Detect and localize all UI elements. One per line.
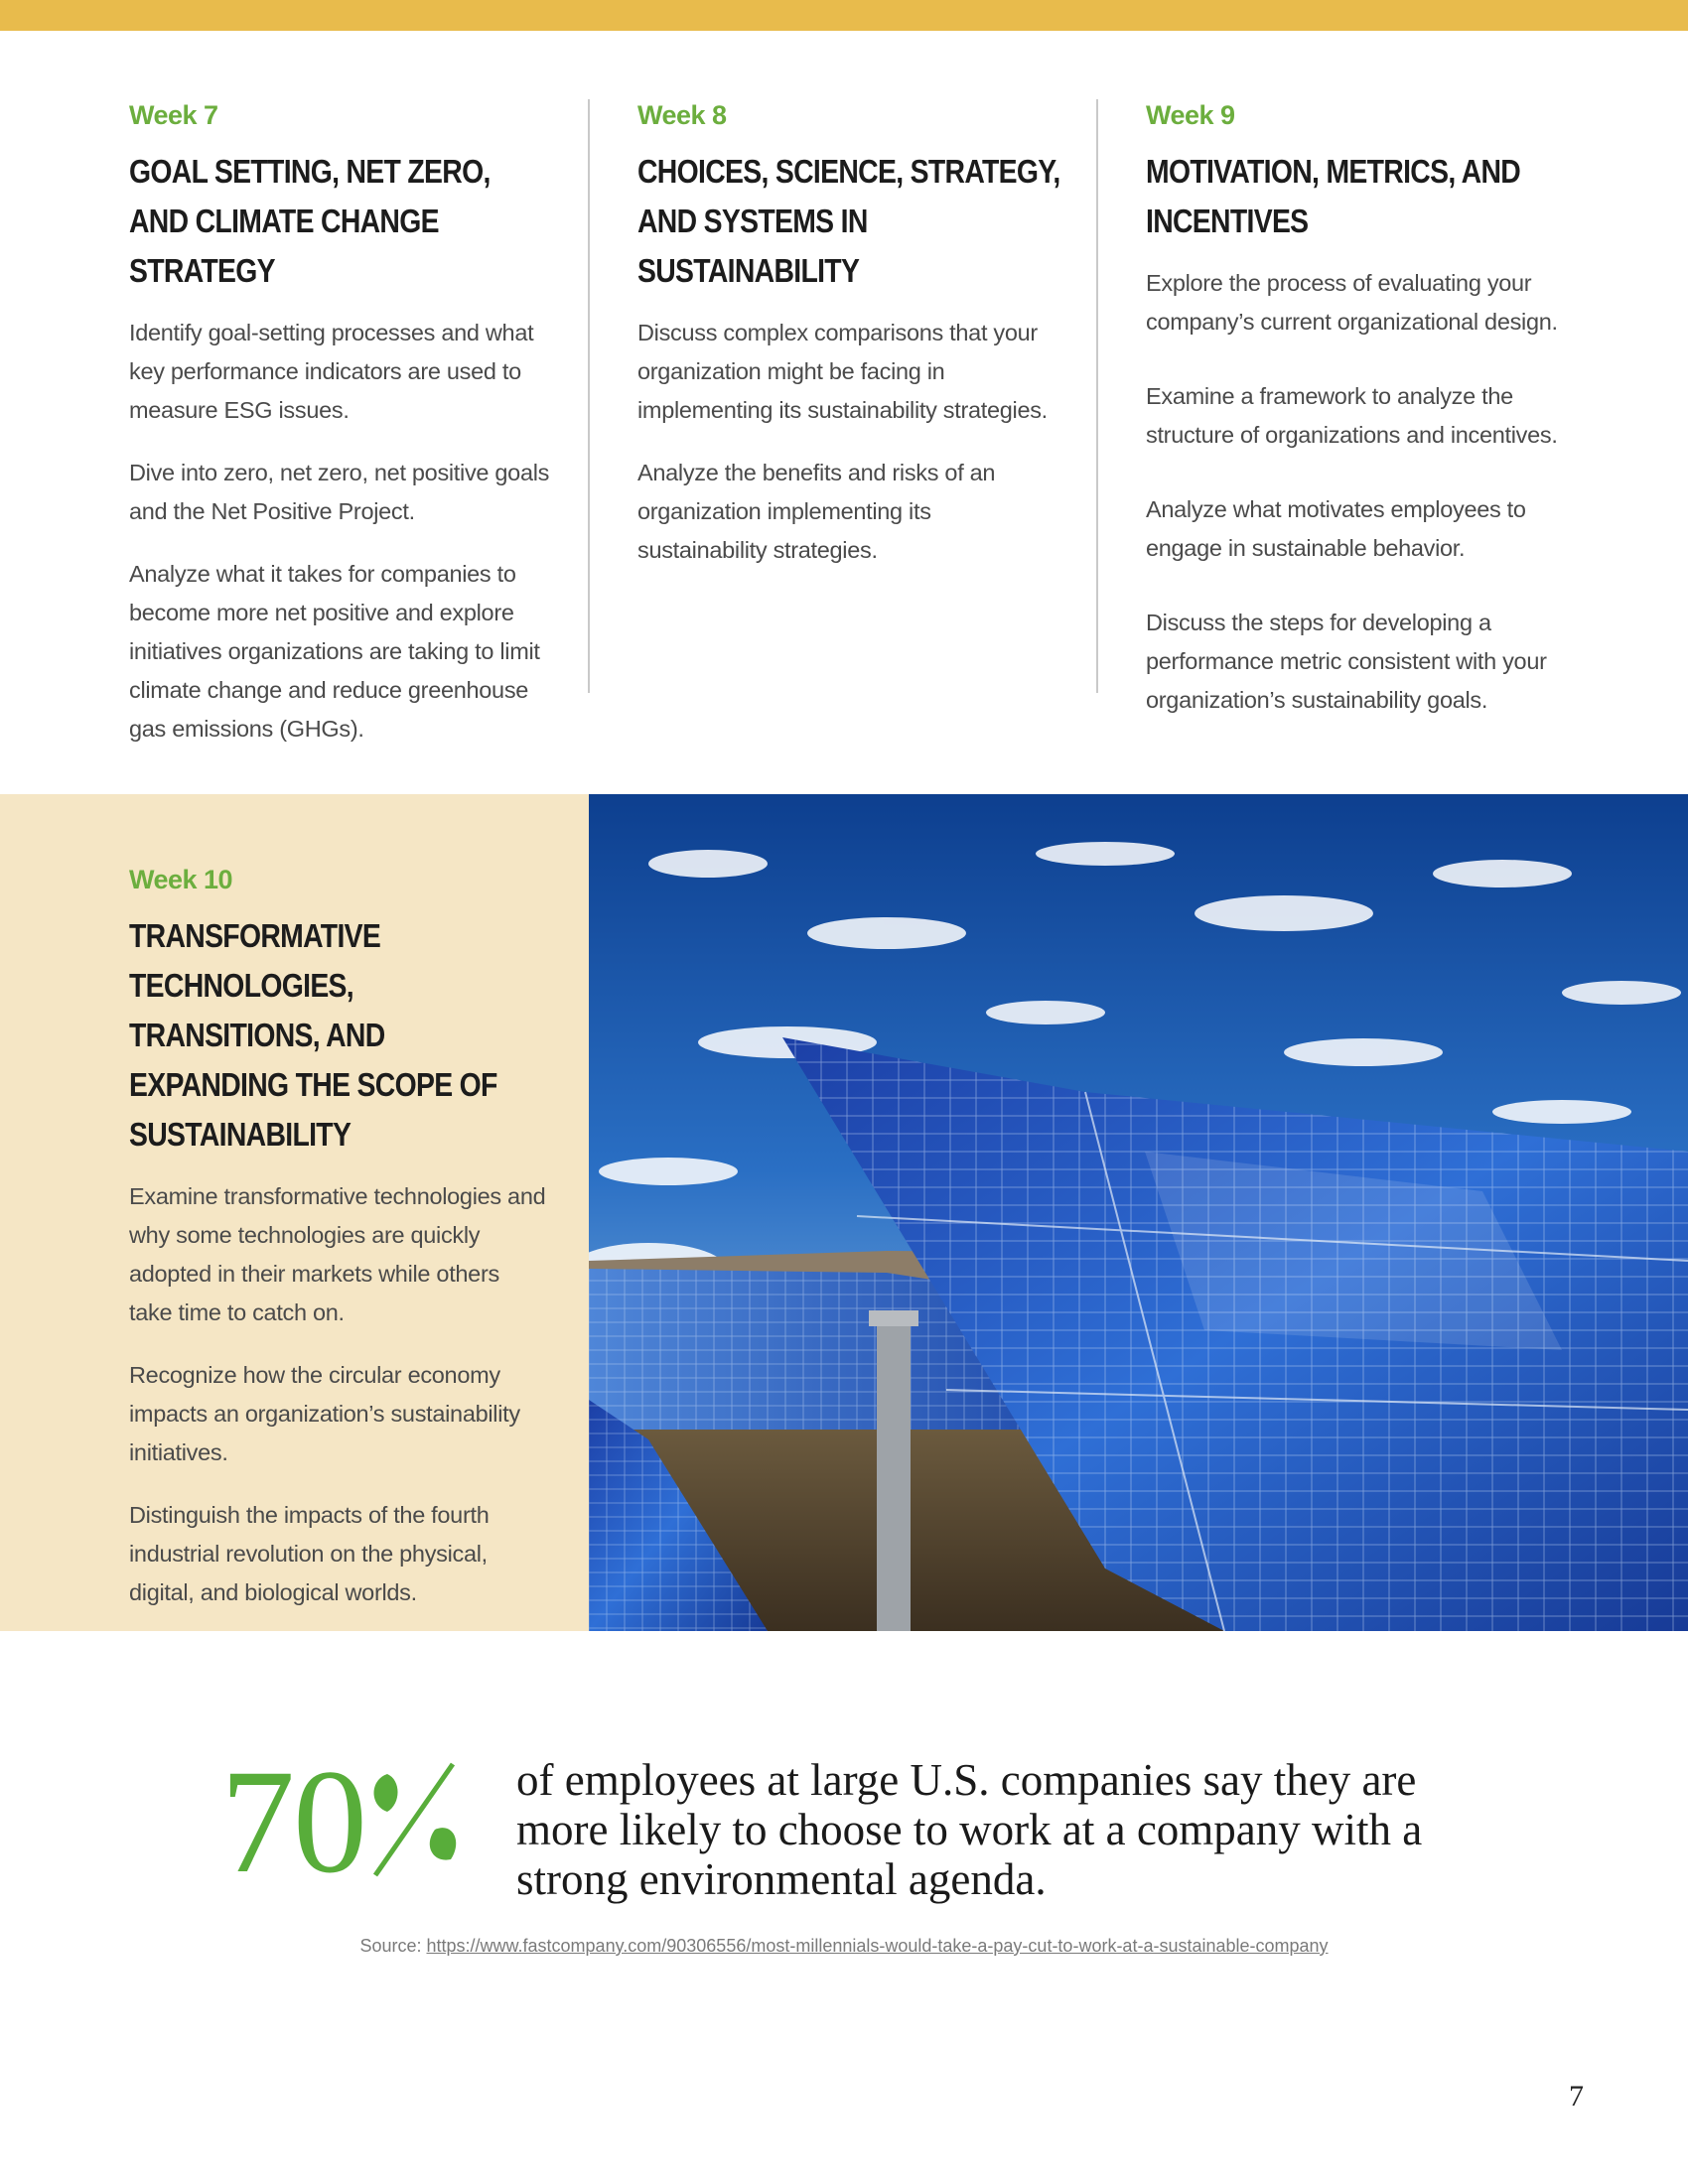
stat-description: of employees at large U.S. companies say they are more likely to choose to work at a company with a strong environmental agenda. (516, 1755, 1423, 1904)
week-paragraph: Distinguish the impacts of the fourth industrial revolution on the physical, digital, and biological worlds. (129, 1502, 490, 1606)
week-title: TRANSFORMATIVE TECHNOLOGIES, TRANSITIONS, AND EXPANDING THE SCOPE OF SUSTAINABILITY (129, 917, 497, 1154)
stat-callout (0, 1739, 1688, 1906)
page-number: 7 (1569, 2080, 1584, 2113)
top-accent-bar (0, 0, 1688, 31)
stat-number-value: 70 (220, 1739, 365, 1904)
week-7-column (129, 99, 556, 772)
week-title: CHOICES, SCIENCE, STRATEGY, AND SYSTEMS IN SUSTAINABILITY (637, 153, 1060, 290)
source-line (0, 1936, 1688, 1957)
column-divider (1096, 99, 1098, 693)
source-label: Source: (359, 1936, 427, 1956)
week-paragraph: Examine transformative technologies and why some technologies are quickly adopted in their markets while others take time to catch on. (129, 1183, 546, 1326)
week-paragraph: Identify goal-setting processes and what key performance indicators are used to measure ESG issues. (129, 320, 534, 424)
week-paragraph: Discuss the steps for developing a performance metric consistent with your organization’s sustainability goals. (1146, 610, 1547, 714)
week-paragraph: Analyze what motivates employees to engage in sustainable behavior. (1146, 496, 1526, 562)
week-paragraph: Discuss complex comparisons that your organization might be facing in implementing its sustainability strategies. (637, 320, 1048, 424)
week-title: GOAL SETTING, NET ZERO, AND CLIMATE CHANGE STRATEGY (129, 153, 491, 290)
week-paragraph: Examine a framework to analyze the structure of organizations and incentives. (1146, 383, 1558, 449)
week-paragraph: Dive into zero, net zero, net positive goals and the Net Positive Project. (129, 460, 550, 525)
leaf-percent-icon (365, 1760, 463, 1879)
week-paragraph: Explore the process of evaluating your company’s current organizational design. (1146, 270, 1558, 336)
week-10-panel (0, 794, 589, 1631)
column-divider (588, 99, 590, 693)
week-label: Week 7 (129, 100, 218, 130)
week-label: Week 8 (637, 100, 727, 130)
week-8-column (637, 99, 1064, 594)
week-9-column (1146, 99, 1573, 755)
stat-number (220, 1739, 463, 1904)
week-label: Week 9 (1146, 100, 1235, 130)
source-link[interactable]: https://www.fastcompany.com/90306556/most-millennials-would-take-a-pay-cut-to-work-at-a-sustainable-company (426, 1936, 1329, 1956)
week-paragraph: Analyze what it takes for companies to become more net positive and explore initiatives organizations are taking to limit climate change and reduce greenhouse gas emissions (GHGs). (129, 561, 540, 743)
week-10-band (0, 794, 1688, 1631)
week-paragraph: Analyze the benefits and risks of an organization implementing its sustainability strategies. (637, 460, 996, 564)
week-label: Week 10 (129, 865, 233, 894)
week-10-column (129, 864, 546, 1636)
week-paragraph: Recognize how the circular economy impacts an organization’s sustainability initiatives. (129, 1362, 520, 1466)
solar-panels-photo (589, 794, 1688, 1631)
week-title: MOTIVATION, METRICS, AND INCENTIVES (1146, 153, 1521, 240)
